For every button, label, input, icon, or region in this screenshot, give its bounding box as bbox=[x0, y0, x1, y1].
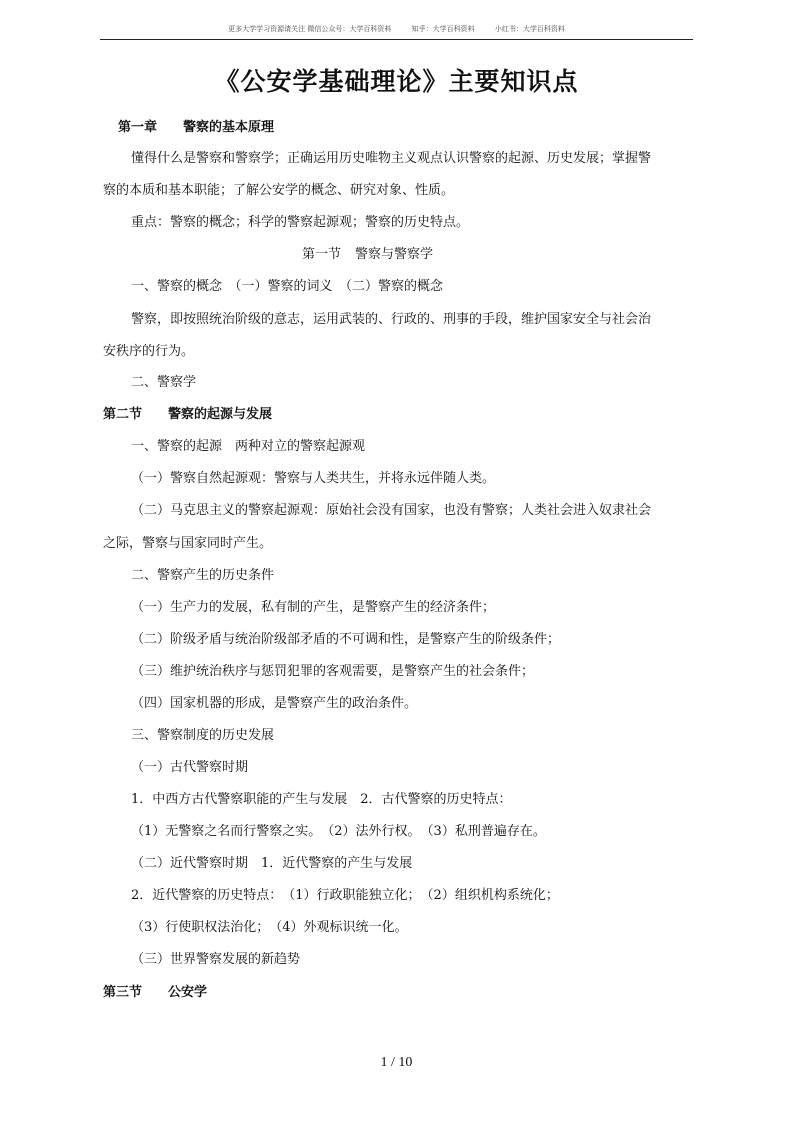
paragraph-line: 重点：警察的概念；科学的警察起源观；警察的历史特点。 bbox=[131, 215, 470, 230]
paragraph-line: 2．近代警察的历史特点： （1）行政职能独立化； （2）组织机构系统化； bbox=[131, 888, 559, 903]
paragraph-line: （一）古代警察时期 bbox=[131, 760, 249, 775]
paragraph-line: 1．中西方古代警察职能的产生与发展 2．古代警察的历史特点： bbox=[131, 792, 512, 807]
paragraph-line: 之际，警察与国家同时产生。 bbox=[103, 536, 273, 551]
paragraph-line: （3）行使职权法治化； （4）外观标识统一化。 bbox=[131, 920, 408, 935]
paragraph-line: （二）阶级矛盾与统治阶级部矛盾的不可调和性，是警察产生的阶级条件； bbox=[131, 632, 561, 647]
section-name: 警察的起源与发展 bbox=[168, 407, 273, 422]
chapter-label: 第一章 bbox=[118, 120, 158, 135]
section-label: 第二节 bbox=[103, 407, 143, 422]
paragraph-line: （二）马克思主义的警察起源观：原始社会没有国家，也没有警察；人类社会进入奴隶社会 bbox=[131, 503, 652, 518]
page-number: 1 / 10 bbox=[380, 1055, 413, 1070]
paragraph-line: 一、警察的起源 两种对立的警察起源观 bbox=[131, 439, 366, 454]
header-item: 更多大学学习资源请关注 微信公众号：大学百科资料 bbox=[228, 25, 392, 33]
paragraph-line: （一）生产力的发展，私有制的产生，是警察产生的经济条件； bbox=[131, 600, 496, 615]
chapter-heading bbox=[118, 119, 274, 137]
paragraph-line: （1）无警察之名而行警察之实。 （2）法外行权。 （3）私刑普遍存在。 bbox=[131, 824, 546, 839]
document-title: 《公安学基础理论》主要知识点 bbox=[214, 67, 579, 96]
paragraph-line: 察的本质和基本职能；了解公安学的概念、研究对象、性质。 bbox=[103, 183, 455, 198]
paragraph-line: （四）国家机器的形成，是警察产生的政治条件。 bbox=[131, 696, 418, 711]
paragraph-line: 二、警察学 bbox=[131, 375, 197, 390]
paragraph-line: （一）警察自然起源观：警察与人类共生，并将永远伴随人类。 bbox=[131, 471, 496, 486]
paragraph-line: （三）世界警察发展的新趋势 bbox=[131, 952, 301, 967]
paragraph-line: 三、警察制度的历史发展 bbox=[131, 728, 275, 743]
header-item: 小红书：大学百科资料 bbox=[494, 25, 565, 33]
paragraph-line: 安秩序的行为。 bbox=[103, 344, 195, 359]
paragraph-line: （二）近代警察时期 1．近代警察的产生与发展 bbox=[131, 856, 413, 871]
paragraph-line: 二、警察产生的历史条件 bbox=[131, 568, 275, 583]
paragraph-line: 懂得什么是警察和警察学；正确运用历史唯物主义观点认识警察的起源、历史发展；掌握警 bbox=[131, 151, 652, 166]
paragraph-line: 一、警察的概念 （一）警察的词义 （二）警察的概念 bbox=[131, 279, 444, 294]
section-label: 第一节 bbox=[302, 247, 342, 262]
page-header bbox=[100, 24, 693, 39]
section-heading bbox=[103, 984, 207, 1002]
section-heading bbox=[302, 246, 433, 264]
section-name: 警察与警察学 bbox=[355, 247, 434, 262]
paragraph-line: （三）维护统治秩序与惩罚犯罪的客观需要，是警察产生的社会条件； bbox=[131, 664, 535, 679]
section-heading bbox=[103, 406, 272, 424]
section-label: 第三节 bbox=[103, 985, 143, 1000]
paragraph-line: 警察，即按照统治阶级的意志，运用武装的、行政的、刑事的手段，维护国家安全与社会治 bbox=[131, 312, 652, 327]
header-item: 知乎：大学百科资料 bbox=[411, 25, 475, 33]
section-name: 公安学 bbox=[168, 985, 208, 1000]
header-divider bbox=[100, 39, 693, 40]
chapter-name: 警察的基本原理 bbox=[183, 120, 275, 135]
